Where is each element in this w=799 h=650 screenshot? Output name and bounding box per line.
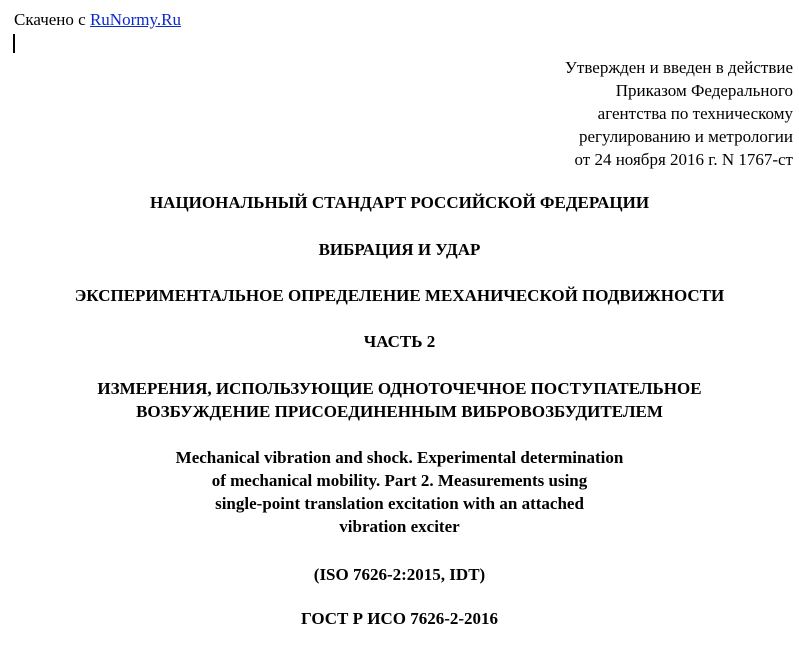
part-heading: ЧАСТЬ 2 xyxy=(363,332,436,351)
english-title xyxy=(0,446,799,538)
english-title-line: vibration exciter xyxy=(339,517,460,536)
approval-line: Утвержден и введен в действие xyxy=(564,58,793,77)
subtitle-heading xyxy=(0,377,799,423)
english-title-line: single-point translation excitation with an attached xyxy=(215,494,584,513)
text-cursor xyxy=(13,34,15,53)
standard-type-heading: НАЦИОНАЛЬНЫЙ СТАНДАРТ РОССИЙСКОЙ ФЕДЕРАЦИИ xyxy=(149,193,650,212)
approval-line: регулированию и метрологии xyxy=(578,127,793,146)
subtitle-line: ВОЗБУЖДЕНИЕ ПРИСОЕДИНЕННЫМ ВИБРОВОЗБУДИТЕЛЕМ xyxy=(136,402,663,421)
iso-reference: (ISO 7626-2:2015, IDT) xyxy=(313,565,486,584)
english-title-line: of mechanical mobility. Part 2. Measurements using xyxy=(211,471,588,490)
subject-heading: ВИБРАЦИЯ И УДАР xyxy=(318,240,481,259)
downloaded-from-label: Скачено с xyxy=(14,10,86,29)
approval-line: агентства по техническому xyxy=(597,104,793,123)
approval-notice xyxy=(565,56,793,171)
subtitle-line: ИЗМЕРЕНИЯ, ИСПОЛЬЗУЮЩИЕ ОДНОТОЧЕЧНОЕ ПОСТУПАТЕЛЬНОЕ xyxy=(97,379,702,398)
approval-line: от 24 ноября 2016 г. N 1767-ст xyxy=(574,150,793,169)
runormy-link[interactable]: RuNormy.Ru xyxy=(89,10,181,29)
main-title-heading: ЭКСПЕРИМЕНТАЛЬНОЕ ОПРЕДЕЛЕНИЕ МЕХАНИЧЕСКОЙ ПОДВИЖНОСТИ xyxy=(74,286,725,305)
english-title-line: Mechanical vibration and shock. Experimental determination xyxy=(175,448,624,467)
approval-line: Приказом Федерального xyxy=(615,81,793,100)
gost-number: ГОСТ Р ИСО 7626-2-2016 xyxy=(300,609,499,628)
download-source-line xyxy=(14,9,181,31)
